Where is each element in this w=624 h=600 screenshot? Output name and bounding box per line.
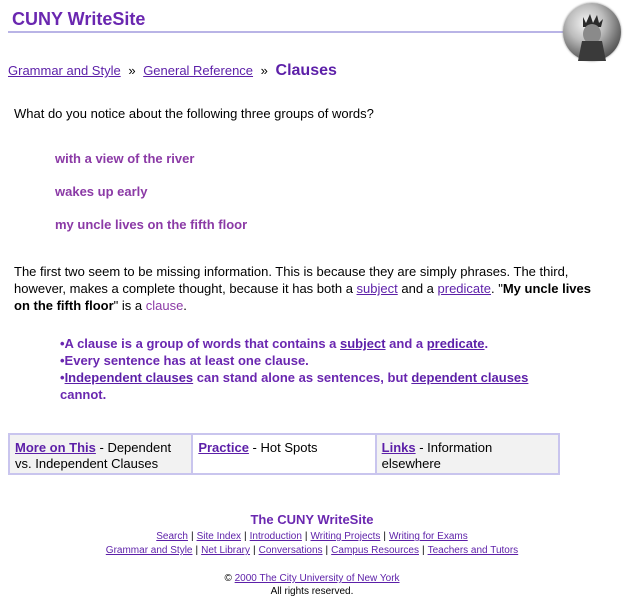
explanation-text: and a	[397, 281, 438, 296]
rights-reserved: All rights reserved.	[270, 586, 354, 597]
footer-separator: |	[421, 545, 425, 556]
statue-of-liberty-logo-icon	[563, 3, 621, 61]
breadcrumb-link-grammar-and-style[interactable]: Grammar and Style	[8, 63, 121, 78]
key-points	[60, 335, 530, 403]
subject-link[interactable]: subject	[340, 336, 386, 351]
footer-link-search[interactable]: Search	[156, 531, 188, 542]
site-footer	[0, 512, 624, 598]
breadcrumb-separator: »	[260, 63, 268, 78]
breadcrumb	[8, 62, 337, 80]
footer-link-writing-for-exams[interactable]: Writing for Exams	[388, 531, 468, 542]
explanation-text: " is a	[113, 298, 146, 313]
copyright-symbol: ©	[224, 573, 232, 584]
key-point-text: cannot.	[60, 387, 107, 402]
key-point-1	[60, 335, 530, 352]
footer-separator: |	[304, 531, 308, 542]
key-point-2: •Every sentence has at least one clause.	[60, 353, 309, 368]
footer-link-net-library[interactable]: Net Library	[201, 545, 251, 556]
key-point-3	[60, 369, 530, 403]
links-cell	[377, 435, 558, 473]
breadcrumb-separator: »	[128, 63, 136, 78]
quoted-example: My uncle lives on the fifth floor	[14, 281, 591, 313]
key-point-text: •	[60, 370, 65, 385]
footer-link-teachers-and-tutors[interactable]: Teachers and Tutors	[427, 545, 519, 556]
footer-link-site-index[interactable]: Site Index	[196, 531, 242, 542]
site-title: CUNY WriteSite	[12, 9, 146, 29]
footer-nav-row-1	[0, 530, 624, 544]
footer-separator: |	[244, 531, 247, 542]
footer-link-conversations[interactable]: Conversations	[258, 545, 323, 556]
example-phrase-1: with a view of the river	[55, 151, 195, 166]
key-point-text: can stand alone as sentences, but	[193, 370, 412, 385]
predicate-link[interactable]: predicate	[437, 281, 491, 296]
copyright-link[interactable]: 2000 The City University of New York	[234, 573, 400, 584]
independent-clauses-link[interactable]: Independent clauses	[64, 370, 194, 385]
intro-question: What do you notice about the following three groups of words?	[14, 106, 374, 121]
practice-description: - Hot Spots	[248, 440, 318, 455]
example-phrase-2: wakes up early	[55, 184, 148, 199]
clause-keyword: clause	[145, 298, 184, 313]
footer-separator: |	[190, 531, 194, 542]
explanation-text: .	[183, 298, 187, 313]
footer-separator: |	[325, 545, 329, 556]
example-clause: my uncle lives on the fifth floor	[55, 217, 248, 232]
footer-separator: |	[195, 545, 199, 556]
explanation-text: . "	[491, 281, 503, 296]
more-on-this-description: - Dependent vs. Independent Clauses	[15, 440, 172, 471]
footer-title: The CUNY WriteSite	[250, 512, 374, 527]
footer-separator: |	[253, 545, 256, 556]
footer-link-grammar-and-style[interactable]: Grammar and Style	[105, 545, 193, 556]
page-title: Clauses	[275, 62, 337, 79]
explanation-paragraph	[14, 263, 599, 314]
subject-link[interactable]: subject	[356, 281, 398, 296]
key-point-text: and a	[385, 336, 427, 351]
explanation-text: The first two seem to be missing information. This is because they are simply phrases. The third, however, makes a complete thought, because it has both a	[14, 264, 569, 296]
links-description: - Information elsewhere	[381, 440, 493, 471]
more-on-this-cell	[10, 435, 193, 473]
links-link[interactable]: Links	[381, 440, 416, 455]
footer-link-campus-resources[interactable]: Campus Resources	[331, 545, 419, 556]
footer-link-introduction[interactable]: Introduction	[249, 531, 302, 542]
breadcrumb-link-general-reference[interactable]: General Reference	[143, 63, 254, 78]
header-divider	[8, 31, 568, 33]
footer-nav-row-2	[0, 544, 624, 558]
footer-link-writing-projects[interactable]: Writing Projects	[310, 531, 381, 542]
practice-cell	[193, 435, 376, 473]
site-header	[0, 0, 624, 60]
dependent-clauses-link[interactable]: dependent clauses	[411, 370, 529, 385]
copyright	[0, 572, 624, 598]
more-on-this-link[interactable]: More on This	[15, 440, 96, 455]
related-links-bar	[8, 433, 560, 475]
footer-separator: |	[383, 531, 386, 542]
practice-link[interactable]: Practice	[198, 440, 249, 455]
key-point-text: •A clause is a group of words that contains a	[60, 336, 341, 351]
predicate-link[interactable]: predicate	[426, 336, 485, 351]
key-point-text: .	[484, 336, 489, 351]
